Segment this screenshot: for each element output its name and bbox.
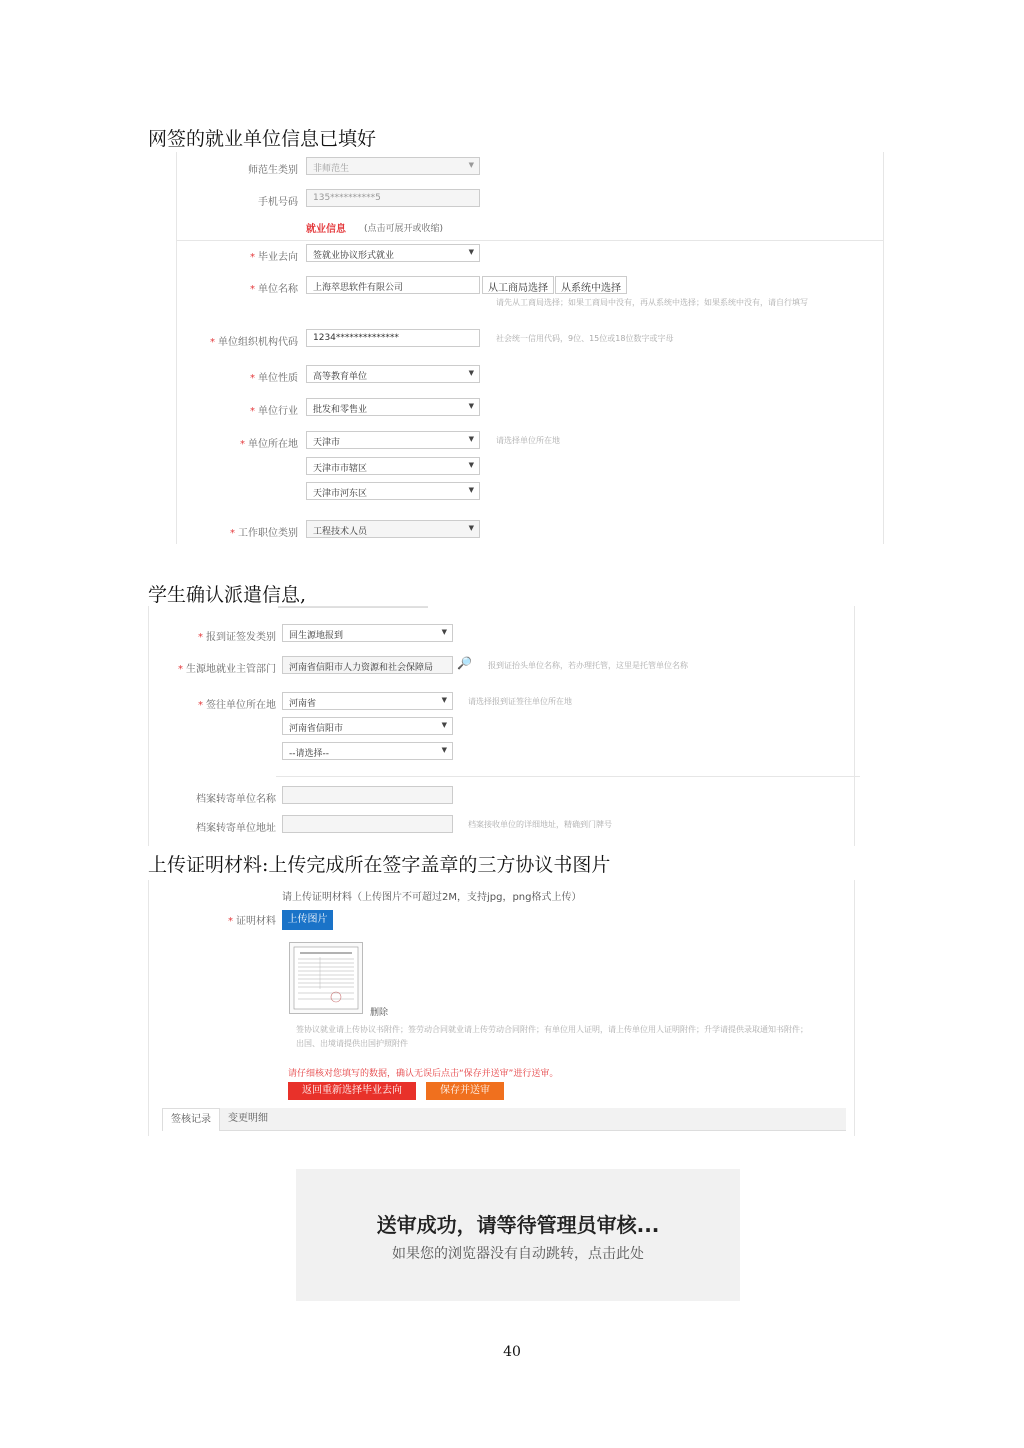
- divider: [176, 240, 884, 241]
- unit-location-district-select[interactable]: 天津市河东区 ▼: [306, 482, 480, 500]
- destination-label: * 毕业去向: [250, 252, 298, 263]
- phone-input[interactable]: 135**********5: [306, 189, 480, 207]
- row-archive-name: [148, 786, 860, 808]
- unit-industry-label: * 单位行业: [250, 406, 298, 417]
- screenshot-dispatch-info: [148, 606, 860, 846]
- unit-location-city-select[interactable]: 天津市市辖区 ▼: [306, 457, 480, 475]
- select-from-system-button[interactable]: 从系统中选择: [555, 276, 627, 294]
- org-code-label: * 单位组织机构代码: [210, 337, 298, 348]
- divider: [276, 776, 860, 777]
- section-header: [176, 218, 884, 240]
- select-from-gs-button[interactable]: 从工商局选择: [482, 276, 554, 294]
- row-origin-dept: [148, 656, 860, 678]
- confirm-warning: 请仔细核对您填写的数据，确认无误后点击“保存并送审”进行送审。: [288, 1069, 559, 1079]
- row-unit-industry: [176, 398, 884, 420]
- sign-location-hint: 请选择报到证签往单位所在地: [468, 697, 572, 706]
- phone-label: 手机号码: [258, 197, 298, 208]
- destination-select[interactable]: 签就业协议形式就业 ▼: [306, 244, 480, 262]
- unit-nature-select[interactable]: 高等教育单位 ▼: [306, 365, 480, 383]
- success-title: 送审成功，请等待管理员审核...: [376, 1213, 660, 1237]
- row-archive-addr: [148, 815, 860, 837]
- row-unit-location: [176, 431, 884, 453]
- return-reselect-button[interactable]: 返回重新选择毕业去向: [288, 1082, 416, 1100]
- page-number: 40: [503, 1344, 521, 1360]
- sign-location-label: * 签往单位所在地: [198, 700, 276, 711]
- upload-tips-line2: 出国、出境请提供出国护照附件: [296, 1039, 408, 1048]
- job-category-label: * 工作职位类别: [230, 528, 298, 539]
- origin-dept-hint: 报到证抬头单位名称，若办理托管，这里是托管单位名称: [488, 661, 688, 670]
- normal-student-label: 师范生类别: [248, 165, 298, 176]
- save-and-submit-button[interactable]: 保存并送审: [426, 1082, 504, 1100]
- sign-location-district-select[interactable]: --请选择-- ▼: [282, 742, 453, 760]
- tab-change-details[interactable]: 变更明细: [228, 1113, 268, 1124]
- search-icon[interactable]: 🔎: [457, 656, 472, 670]
- upload-instruction: 请上传证明材料（上传图片不可超过2M，支持jpg，png格式上传）: [282, 892, 582, 903]
- redirect-link[interactable]: 如果您的浏览器没有自动跳转，点击此处: [392, 1246, 644, 1262]
- archive-addr-hint: 档案接收单位的详细地址，精确到门牌号: [468, 820, 612, 829]
- row-org-code: [176, 329, 884, 351]
- record-tabs: [162, 1108, 846, 1131]
- document-thumbnail-icon: [290, 943, 362, 1013]
- section-title[interactable]: 就业信息: [306, 224, 346, 235]
- upload-tips-line1: 签协议就业请上传协议书附件；签劳动合同就业请上传劳动合同附件；有单位用人证明，请上传单位用人证明附件；升学请提供录取通知书附件；: [296, 1025, 808, 1034]
- tab-approval-records[interactable]: 签核记录: [162, 1108, 220, 1131]
- unit-nature-label: * 单位性质: [250, 373, 298, 384]
- row-phone: [176, 189, 884, 211]
- archive-name-label: 档案转寄单位名称: [196, 794, 276, 805]
- unit-location-hint: 请选择单位所在地: [496, 436, 560, 445]
- screenshot-upload-proof: [148, 880, 860, 1136]
- caption-3: 上传证明材料:上传完成所在签字盖章的三方协议书图片: [148, 854, 611, 876]
- row-sign-location-city: [148, 717, 860, 739]
- unit-industry-select[interactable]: 批发和零售业 ▼: [306, 398, 480, 416]
- unit-location-province-select[interactable]: 天津市 ▼: [306, 431, 480, 449]
- unit-name-input[interactable]: 上海萃思软件有限公司: [306, 276, 480, 294]
- org-code-input[interactable]: 1234**************: [306, 329, 480, 347]
- row-unit-nature: [176, 365, 884, 387]
- unit-location-label: * 单位所在地: [240, 439, 298, 450]
- caption-1: 网签的就业单位信息已填好: [148, 128, 377, 150]
- upload-image-button[interactable]: 上传图片: [282, 910, 333, 930]
- cert-type-label: * 报到证签发类别: [198, 632, 276, 643]
- normal-student-select[interactable]: 非师范生 ▼: [306, 157, 480, 175]
- caption-2: 学生确认派遣信息,: [148, 584, 307, 606]
- row-unit-location-city: [176, 457, 884, 479]
- section-note: (点击可展开或收缩): [364, 224, 444, 234]
- origin-dept-input[interactable]: 河南省信阳市人力资源和社会保障局: [282, 656, 453, 674]
- cert-type-select[interactable]: 回生源地报到 ▼: [282, 624, 453, 642]
- sign-location-city-select[interactable]: 河南省信阳市 ▼: [282, 717, 453, 735]
- unit-name-label: * 单位名称: [250, 284, 298, 295]
- archive-name-input[interactable]: [282, 786, 453, 804]
- org-code-hint: 社会统一信用代码，9位、15位或18位数字或字母: [496, 334, 674, 343]
- row-cert-type: [148, 624, 860, 646]
- archive-addr-label: 档案转寄单位地址: [196, 823, 276, 834]
- row-unit-name: [176, 276, 884, 298]
- screenshot-employment-info: [176, 152, 884, 544]
- job-category-select[interactable]: 工程技术人员 ▼: [306, 520, 480, 538]
- row-destination: [176, 244, 884, 266]
- unit-name-hint: 请先从工商局选择；如果工商局中没有，再从系统中选择；如果系统中没有，请自行填写: [496, 298, 808, 307]
- row-job-category: [176, 520, 884, 542]
- origin-dept-label: * 生源地就业主管部门: [178, 664, 276, 675]
- contract-thumbnail[interactable]: [289, 942, 363, 1014]
- cropped-section-header: [278, 606, 428, 608]
- row-unit-location-district: [176, 482, 884, 504]
- row-sign-location-district: [148, 742, 860, 764]
- sign-location-province-select[interactable]: 河南省 ▼: [282, 692, 453, 710]
- archive-addr-input[interactable]: [282, 815, 453, 833]
- proof-label: * 证明材料: [228, 916, 276, 927]
- delete-link[interactable]: 删除: [370, 1008, 389, 1018]
- row-sign-location: [148, 692, 860, 714]
- row-normal-student: [176, 157, 884, 179]
- screenshot-submit-success: [296, 1169, 740, 1301]
